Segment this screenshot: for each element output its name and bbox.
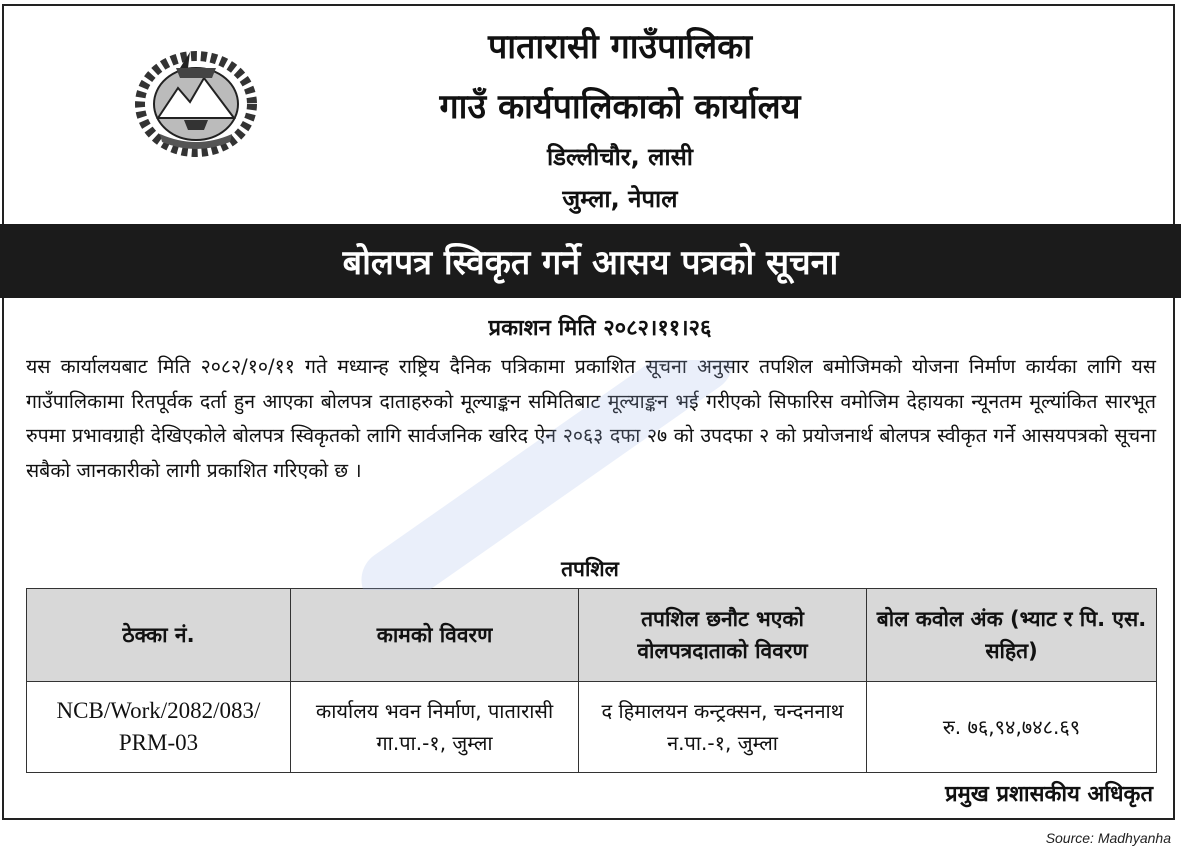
address-line-2: जुम्ला, नेपाल xyxy=(562,185,678,213)
cell-work-description: कार्यालय भवन निर्माण, पातारासी गा.पा.-१, जुम्ला xyxy=(291,682,579,773)
table-title: तपशिल xyxy=(561,557,619,581)
header-bid-amount: बोल कवोल अंक (भ्याट र पि. एस. सहित) xyxy=(867,589,1157,682)
notice-banner xyxy=(0,224,1181,298)
source-credit: Source: Madhyanha xyxy=(1045,830,1171,846)
header-work-description: कामको विवरण xyxy=(291,589,579,682)
details-table xyxy=(26,588,1157,773)
publication-date: प्रकाशन मिति २०८२।११।२६ xyxy=(488,316,712,341)
cell-contract-no: NCB/Work/2082/083/ PRM-03 xyxy=(27,682,291,773)
header-contract-no: ठेक्का नं. xyxy=(27,589,291,682)
signatory: प्रमुख प्रशासकीय अधिकृत xyxy=(945,782,1153,807)
header-bidder-details: तपशिल छनौट भएको वोलपत्रदाताको विवरण xyxy=(579,589,867,682)
table-header-row xyxy=(27,589,1157,682)
office-name: गाउँ कार्यपालिकाको कार्यालय xyxy=(439,87,801,127)
notice-title: बोलपत्र स्विकृत गर्ने आसय पत्रको सूचना xyxy=(342,243,839,283)
cell-bidder-details: द हिमालयन कन्ट्रक्सन, चन्दननाथ न.पा.-१, जुम्ला xyxy=(579,682,867,773)
address-line-1: डिल्लीचौर, लासी xyxy=(546,143,694,171)
cell-bid-amount: रु. ७६,९४,७४८.६९ xyxy=(867,682,1157,773)
table-row xyxy=(27,682,1157,773)
notice-body: यस कार्यालयबाट मिति २०८२/१०/११ गते मध्यान्ह राष्ट्रिय दैनिक पत्रिकामा प्रकाशित सूचना अनुसार तपशिल बमोजिमको योजना निर्माण कार्यका लागि यस गाउँपालिकामा रितपूर्वक दर्ता हुन आएका बोलपत्र दाताहरुको मूल्याङ्कन समितिबाट मूल्याङ्कन भई गरीएको सिफारिस वमोजिम देहायका न्यूनतम मूल्यांकित सारभूत रुपमा प्रभावग्राही देखिएकोले बोलपत्र स्विकृतको लागि सार्वजनिक खरिद ऐन २०६३ दफा २७ को उपदफा २ को प्रयोजनार्थ बोलपत्र स्वीकृत गर्ने आसयपत्रको सूचना सबैको जानकारीको लागी प्रकाशित गरिएको छ । xyxy=(26,355,1156,482)
nepal-emblem-icon xyxy=(130,38,262,158)
municipality-name: पातारासी गाउँपालिका xyxy=(487,27,753,67)
